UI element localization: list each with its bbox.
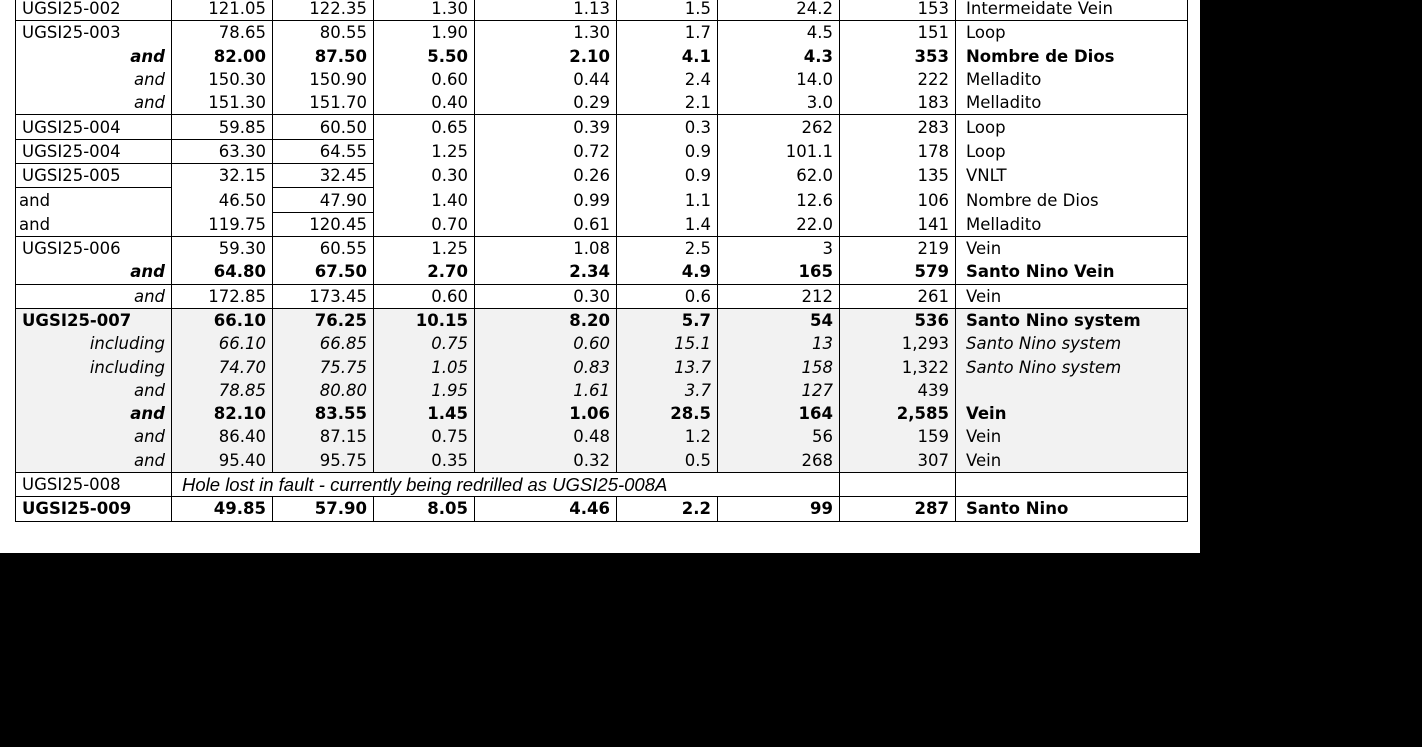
to-cell: 60.55 bbox=[273, 236, 374, 260]
interval-label-cell: and bbox=[16, 68, 172, 91]
au-cell: 1.7 bbox=[617, 21, 718, 45]
to-cell: 120.45 bbox=[273, 212, 374, 236]
length-cell: 5.50 bbox=[374, 45, 475, 68]
true-width-cell: 0.44 bbox=[475, 68, 617, 91]
description-cell: Nombre de Dios bbox=[956, 188, 1188, 212]
length-cell: 1.95 bbox=[374, 379, 475, 402]
au-cell: 1.5 bbox=[617, 0, 718, 21]
from-cell: 32.15 bbox=[172, 164, 273, 188]
from-cell: 59.30 bbox=[172, 236, 273, 260]
from-cell: 119.75 bbox=[172, 212, 273, 236]
interval-label-cell: and bbox=[16, 425, 172, 448]
ag-cell: 268 bbox=[718, 449, 840, 473]
length-cell: 0.40 bbox=[374, 91, 475, 115]
to-cell: 150.90 bbox=[273, 68, 374, 91]
to-cell: 87.15 bbox=[273, 425, 374, 448]
au-cell: 13.7 bbox=[617, 355, 718, 378]
description-cell: Santo Nino system bbox=[956, 355, 1188, 378]
from-cell: 49.85 bbox=[172, 497, 273, 521]
table-row bbox=[16, 0, 1188, 21]
to-cell: 57.90 bbox=[273, 497, 374, 521]
table-row bbox=[16, 308, 1188, 332]
hole-note-cell: Hole lost in fault - currently being redrilled as UGSI25-008A bbox=[172, 472, 840, 496]
au-cell: 2.2 bbox=[617, 497, 718, 521]
true-width-cell: 1.13 bbox=[475, 0, 617, 21]
aueq-cell: 261 bbox=[840, 284, 956, 308]
from-cell: 66.10 bbox=[172, 308, 273, 332]
description-cell: Loop bbox=[956, 139, 1188, 163]
table-row bbox=[16, 45, 1188, 68]
au-cell: 0.3 bbox=[617, 115, 718, 139]
description-cell: Melladito bbox=[956, 91, 1188, 115]
au-cell: 5.7 bbox=[617, 308, 718, 332]
table-row bbox=[16, 21, 1188, 45]
hole-id-cell: UGSI25-003 bbox=[16, 21, 172, 45]
hole-id-cell: UGSI25-002 bbox=[16, 0, 172, 21]
length-cell: 0.75 bbox=[374, 425, 475, 448]
true-width-cell: 0.30 bbox=[475, 284, 617, 308]
interval-label-cell: including bbox=[16, 355, 172, 378]
hole-id-cell: UGSI25-004 bbox=[16, 139, 172, 163]
true-width-cell: 0.26 bbox=[475, 164, 617, 188]
description-cell: Vein bbox=[956, 284, 1188, 308]
table-row bbox=[16, 402, 1188, 425]
table-row bbox=[16, 164, 1188, 188]
au-cell: 1.4 bbox=[617, 212, 718, 236]
length-cell: 1.25 bbox=[374, 236, 475, 260]
ag-cell: 12.6 bbox=[718, 188, 840, 212]
interval-label-cell: and bbox=[16, 402, 172, 425]
ag-cell: 212 bbox=[718, 284, 840, 308]
interval-label-cell: and bbox=[16, 379, 172, 402]
ag-cell: 4.5 bbox=[718, 21, 840, 45]
interval-label-cell: and bbox=[16, 45, 172, 68]
aueq-cell bbox=[840, 472, 956, 496]
table-row bbox=[16, 284, 1188, 308]
aueq-cell: 135 bbox=[840, 164, 956, 188]
interval-label-cell: and bbox=[16, 284, 172, 308]
description-cell: VNLT bbox=[956, 164, 1188, 188]
description-cell: Santo Nino Vein bbox=[956, 260, 1188, 284]
ag-cell: 14.0 bbox=[718, 68, 840, 91]
true-width-cell: 1.61 bbox=[475, 379, 617, 402]
interval-label-cell: including bbox=[16, 332, 172, 355]
hole-id-cell: UGSI25-009 bbox=[16, 497, 172, 521]
au-cell: 0.6 bbox=[617, 284, 718, 308]
au-cell: 28.5 bbox=[617, 402, 718, 425]
to-cell: 87.50 bbox=[273, 45, 374, 68]
to-cell: 75.75 bbox=[273, 355, 374, 378]
table-row bbox=[16, 472, 1188, 496]
from-cell: 151.30 bbox=[172, 91, 273, 115]
ag-cell: 24.2 bbox=[718, 0, 840, 21]
table-row bbox=[16, 379, 1188, 402]
au-cell: 1.2 bbox=[617, 425, 718, 448]
true-width-cell: 2.10 bbox=[475, 45, 617, 68]
hole-id-cell: UGSI25-004 bbox=[16, 115, 172, 139]
ag-cell: 56 bbox=[718, 425, 840, 448]
to-cell: 122.35 bbox=[273, 0, 374, 21]
interval-label-cell: and bbox=[16, 188, 172, 212]
length-cell: 1.40 bbox=[374, 188, 475, 212]
au-cell: 2.5 bbox=[617, 236, 718, 260]
aueq-cell: 439 bbox=[840, 379, 956, 402]
ag-cell: 3 bbox=[718, 236, 840, 260]
aueq-cell: 2,585 bbox=[840, 402, 956, 425]
to-cell: 95.75 bbox=[273, 449, 374, 473]
description-cell: Melladito bbox=[956, 68, 1188, 91]
hole-id-cell: UGSI25-008 bbox=[16, 472, 172, 496]
true-width-cell: 0.83 bbox=[475, 355, 617, 378]
from-cell: 82.00 bbox=[172, 45, 273, 68]
length-cell: 2.70 bbox=[374, 260, 475, 284]
au-cell: 4.1 bbox=[617, 45, 718, 68]
true-width-cell: 0.99 bbox=[475, 188, 617, 212]
true-width-cell: 0.39 bbox=[475, 115, 617, 139]
from-cell: 95.40 bbox=[172, 449, 273, 473]
length-cell: 1.90 bbox=[374, 21, 475, 45]
true-width-cell: 1.08 bbox=[475, 236, 617, 260]
ag-cell: 164 bbox=[718, 402, 840, 425]
aueq-cell: 151 bbox=[840, 21, 956, 45]
true-width-cell: 8.20 bbox=[475, 308, 617, 332]
description-cell: Loop bbox=[956, 115, 1188, 139]
to-cell: 67.50 bbox=[273, 260, 374, 284]
ag-cell: 262 bbox=[718, 115, 840, 139]
table-row bbox=[16, 68, 1188, 91]
aueq-cell: 153 bbox=[840, 0, 956, 21]
description-cell: Nombre de Dios bbox=[956, 45, 1188, 68]
description-cell: Vein bbox=[956, 402, 1188, 425]
length-cell: 0.60 bbox=[374, 284, 475, 308]
from-cell: 86.40 bbox=[172, 425, 273, 448]
description-cell: Loop bbox=[956, 21, 1188, 45]
ag-cell: 101.1 bbox=[718, 139, 840, 163]
length-cell: 1.45 bbox=[374, 402, 475, 425]
from-cell: 82.10 bbox=[172, 402, 273, 425]
to-cell: 80.80 bbox=[273, 379, 374, 402]
table-row bbox=[16, 497, 1188, 521]
description-cell: Santo Nino system bbox=[956, 308, 1188, 332]
to-cell: 64.55 bbox=[273, 139, 374, 163]
from-cell: 121.05 bbox=[172, 0, 273, 21]
true-width-cell: 0.60 bbox=[475, 332, 617, 355]
description-cell bbox=[956, 472, 1188, 496]
au-cell: 4.9 bbox=[617, 260, 718, 284]
ag-cell: 127 bbox=[718, 379, 840, 402]
table-row bbox=[16, 260, 1188, 284]
table-row bbox=[16, 236, 1188, 260]
aueq-cell: 1,322 bbox=[840, 355, 956, 378]
to-cell: 47.90 bbox=[273, 188, 374, 212]
description-cell bbox=[956, 379, 1188, 402]
true-width-cell: 4.46 bbox=[475, 497, 617, 521]
length-cell: 0.30 bbox=[374, 164, 475, 188]
from-cell: 78.85 bbox=[172, 379, 273, 402]
hole-id-cell: UGSI25-007 bbox=[16, 308, 172, 332]
description-cell: Melladito bbox=[956, 212, 1188, 236]
aueq-cell: 222 bbox=[840, 68, 956, 91]
ag-cell: 62.0 bbox=[718, 164, 840, 188]
aueq-cell: 159 bbox=[840, 425, 956, 448]
table-row bbox=[16, 139, 1188, 163]
to-cell: 80.55 bbox=[273, 21, 374, 45]
true-width-cell: 2.34 bbox=[475, 260, 617, 284]
aueq-cell: 141 bbox=[840, 212, 956, 236]
au-cell: 1.1 bbox=[617, 188, 718, 212]
true-width-cell: 1.06 bbox=[475, 402, 617, 425]
aueq-cell: 536 bbox=[840, 308, 956, 332]
from-cell: 59.85 bbox=[172, 115, 273, 139]
length-cell: 10.15 bbox=[374, 308, 475, 332]
length-cell: 0.60 bbox=[374, 68, 475, 91]
aueq-cell: 579 bbox=[840, 260, 956, 284]
au-cell: 0.5 bbox=[617, 449, 718, 473]
length-cell: 1.25 bbox=[374, 139, 475, 163]
au-cell: 0.9 bbox=[617, 164, 718, 188]
aueq-cell: 283 bbox=[840, 115, 956, 139]
description-cell: Intermeidate Vein bbox=[956, 0, 1188, 21]
table-row bbox=[16, 115, 1188, 139]
ag-cell: 3.0 bbox=[718, 91, 840, 115]
length-cell: 8.05 bbox=[374, 497, 475, 521]
true-width-cell: 1.30 bbox=[475, 21, 617, 45]
drill-results-table bbox=[15, 0, 1188, 522]
ag-cell: 22.0 bbox=[718, 212, 840, 236]
aueq-cell: 287 bbox=[840, 497, 956, 521]
ag-cell: 13 bbox=[718, 332, 840, 355]
true-width-cell: 0.61 bbox=[475, 212, 617, 236]
aueq-cell: 219 bbox=[840, 236, 956, 260]
aueq-cell: 106 bbox=[840, 188, 956, 212]
interval-label-cell: and bbox=[16, 449, 172, 473]
from-cell: 64.80 bbox=[172, 260, 273, 284]
aueq-cell: 353 bbox=[840, 45, 956, 68]
true-width-cell: 0.32 bbox=[475, 449, 617, 473]
true-width-cell: 0.72 bbox=[475, 139, 617, 163]
ag-cell: 99 bbox=[718, 497, 840, 521]
table-row bbox=[16, 188, 1188, 212]
table-row bbox=[16, 212, 1188, 236]
aueq-cell: 183 bbox=[840, 91, 956, 115]
au-cell: 0.9 bbox=[617, 139, 718, 163]
interval-label-cell: and bbox=[16, 91, 172, 115]
to-cell: 173.45 bbox=[273, 284, 374, 308]
to-cell: 151.70 bbox=[273, 91, 374, 115]
interval-label-cell: and bbox=[16, 260, 172, 284]
au-cell: 2.4 bbox=[617, 68, 718, 91]
ag-cell: 4.3 bbox=[718, 45, 840, 68]
to-cell: 76.25 bbox=[273, 308, 374, 332]
from-cell: 63.30 bbox=[172, 139, 273, 163]
table-row bbox=[16, 91, 1188, 115]
description-cell: Vein bbox=[956, 425, 1188, 448]
table-row bbox=[16, 332, 1188, 355]
hole-id-cell: UGSI25-005 bbox=[16, 164, 172, 188]
to-cell: 83.55 bbox=[273, 402, 374, 425]
description-cell: Santo Nino system bbox=[956, 332, 1188, 355]
length-cell: 1.05 bbox=[374, 355, 475, 378]
table-row bbox=[16, 449, 1188, 473]
length-cell: 1.30 bbox=[374, 0, 475, 21]
aueq-cell: 178 bbox=[840, 139, 956, 163]
hole-id-cell: UGSI25-006 bbox=[16, 236, 172, 260]
description-cell: Vein bbox=[956, 449, 1188, 473]
length-cell: 0.75 bbox=[374, 332, 475, 355]
from-cell: 172.85 bbox=[172, 284, 273, 308]
length-cell: 0.65 bbox=[374, 115, 475, 139]
from-cell: 46.50 bbox=[172, 188, 273, 212]
table-row bbox=[16, 355, 1188, 378]
from-cell: 78.65 bbox=[172, 21, 273, 45]
table-row bbox=[16, 425, 1188, 448]
aueq-cell: 307 bbox=[840, 449, 956, 473]
to-cell: 60.50 bbox=[273, 115, 374, 139]
au-cell: 15.1 bbox=[617, 332, 718, 355]
au-cell: 3.7 bbox=[617, 379, 718, 402]
true-width-cell: 0.29 bbox=[475, 91, 617, 115]
description-cell: Vein bbox=[956, 236, 1188, 260]
description-cell: Santo Nino bbox=[956, 497, 1188, 521]
interval-label-cell: and bbox=[16, 212, 172, 236]
from-cell: 66.10 bbox=[172, 332, 273, 355]
from-cell: 150.30 bbox=[172, 68, 273, 91]
ag-cell: 158 bbox=[718, 355, 840, 378]
ag-cell: 54 bbox=[718, 308, 840, 332]
ag-cell: 165 bbox=[718, 260, 840, 284]
aueq-cell: 1,293 bbox=[840, 332, 956, 355]
to-cell: 66.85 bbox=[273, 332, 374, 355]
from-cell: 74.70 bbox=[172, 355, 273, 378]
au-cell: 2.1 bbox=[617, 91, 718, 115]
true-width-cell: 0.48 bbox=[475, 425, 617, 448]
length-cell: 0.35 bbox=[374, 449, 475, 473]
length-cell: 0.70 bbox=[374, 212, 475, 236]
to-cell: 32.45 bbox=[273, 164, 374, 188]
